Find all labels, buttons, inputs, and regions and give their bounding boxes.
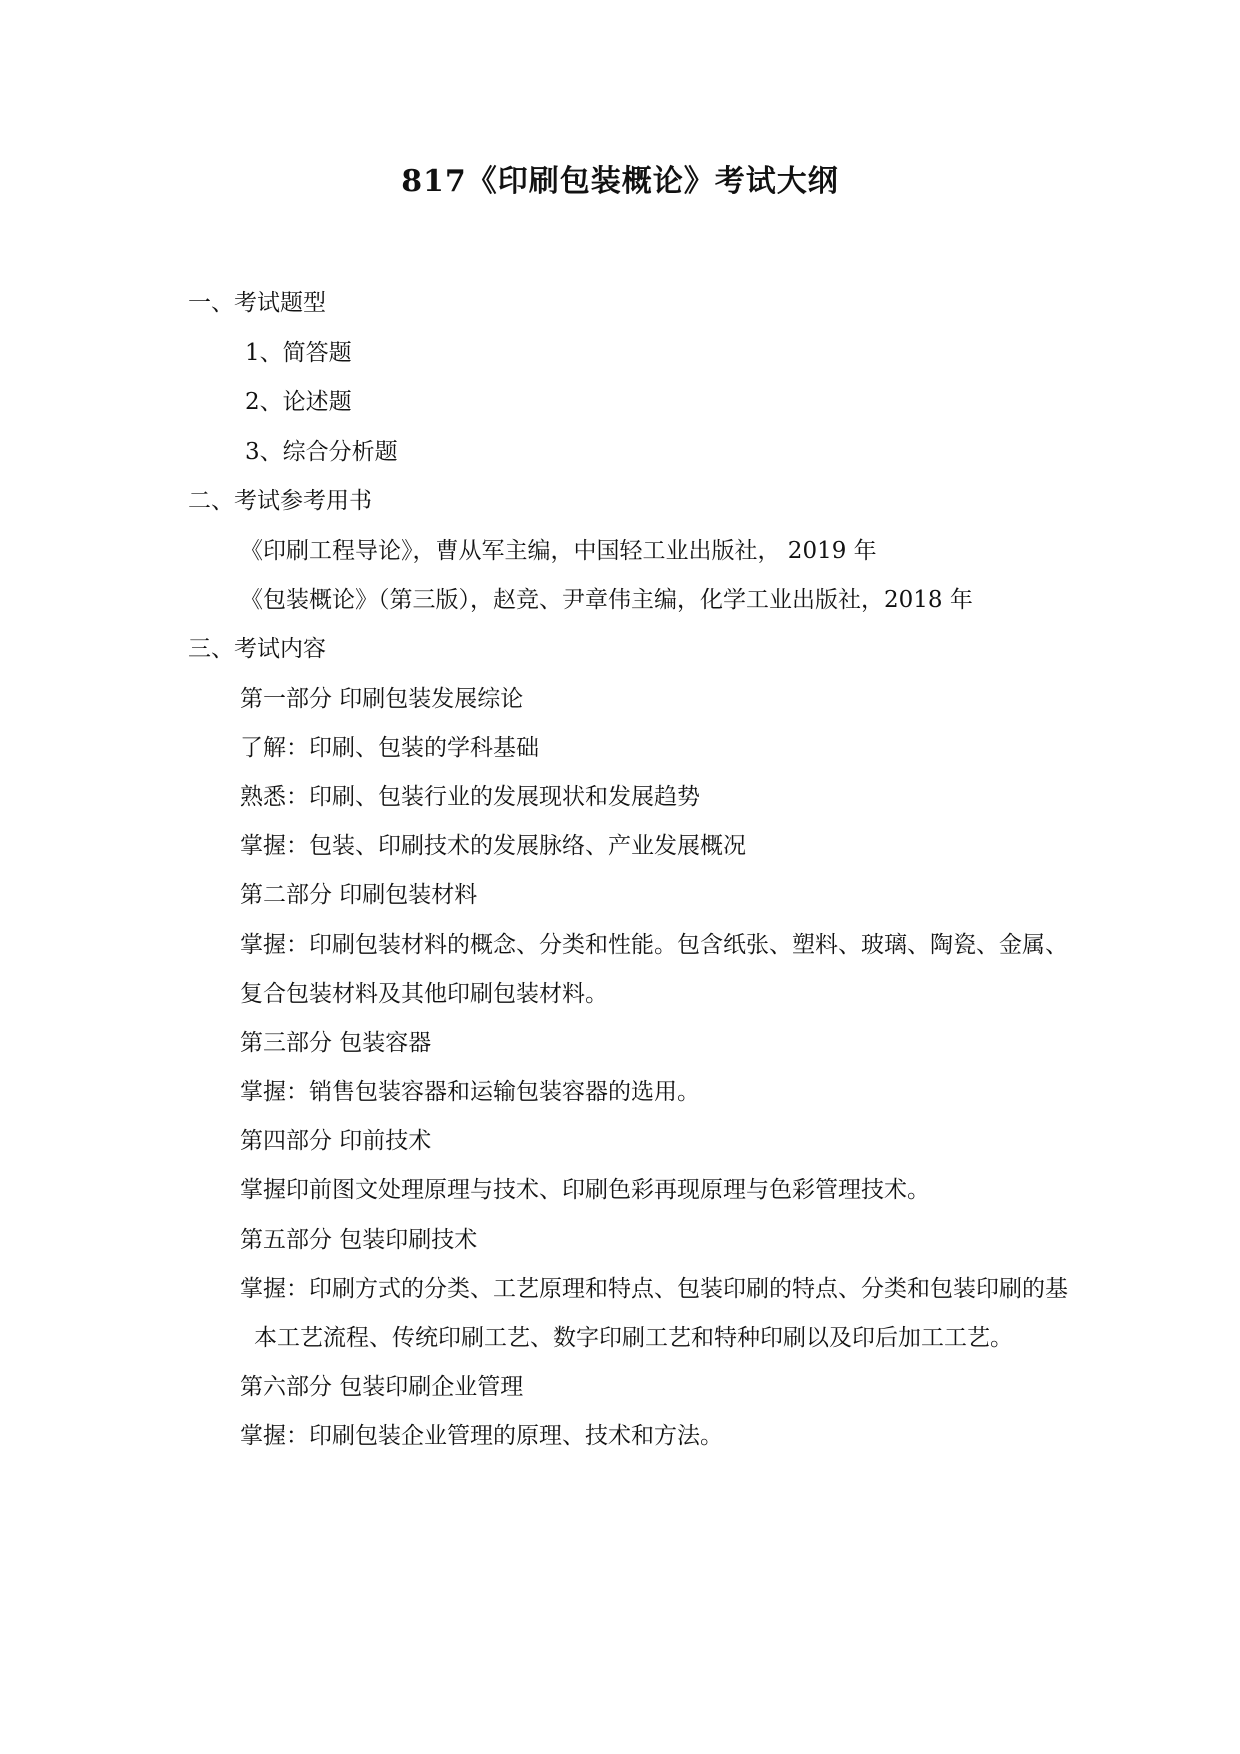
part-line: 掌握：印刷方式的分类、工艺原理和特点、包装印刷的特点、分类和包装印刷的基	[240, 1276, 1068, 1302]
document-title: 817《印刷包装概论》考试大纲	[401, 164, 839, 199]
part-line: 掌握：印刷包装材料的概念、分类和性能。包含纸张、塑料、玻璃、陶瓷、金属、	[240, 932, 1068, 958]
reference-book: 《印刷工程导论》，曹从军主编，中国轻工业出版社， 2019 年	[240, 538, 877, 564]
part-line: 了解：印刷、包装的学科基础	[240, 735, 539, 761]
part-line: 掌握：印刷包装企业管理的原理、技术和方法。	[240, 1423, 723, 1449]
list-item: 2、论述题	[245, 389, 352, 415]
part-title: 第一部分 印刷包装发展综论	[240, 686, 524, 712]
list-item: 1、简答题	[245, 340, 352, 366]
part-line: 掌握印前图文处理原理与技术、印刷色彩再现原理与色彩管理技术。	[240, 1177, 930, 1203]
part-title: 第六部分 包装印刷企业管理	[240, 1374, 524, 1400]
part-title: 第二部分 印刷包装材料	[240, 882, 478, 908]
reference-book: 《包装概论》（第三版），赵竞、尹章伟主编，化学工业出版社，2018 年	[240, 587, 973, 613]
part-line: 熟悉：印刷、包装行业的发展现状和发展趋势	[240, 784, 700, 810]
part-line: 掌握：包装、印刷技术的发展脉络、产业发展概况	[240, 833, 746, 859]
part-title: 第五部分 包装印刷技术	[240, 1227, 478, 1253]
section-heading-exam-content: 三、考试内容	[188, 636, 326, 662]
section-heading-exam-types: 一、考试题型	[188, 290, 326, 316]
part-line: 本工艺流程、传统印刷工艺、数字印刷工艺和特种印刷以及印后加工工艺。	[254, 1325, 1013, 1351]
part-title: 第四部分 印前技术	[240, 1128, 432, 1154]
list-item: 3、综合分析题	[245, 439, 398, 465]
part-title: 第三部分 包装容器	[240, 1030, 432, 1056]
part-line: 掌握：销售包装容器和运输包装容器的选用。	[240, 1079, 700, 1105]
section-heading-reference-books: 二、考试参考用书	[188, 488, 372, 514]
part-line: 复合包装材料及其他印刷包装材料。	[240, 981, 608, 1007]
